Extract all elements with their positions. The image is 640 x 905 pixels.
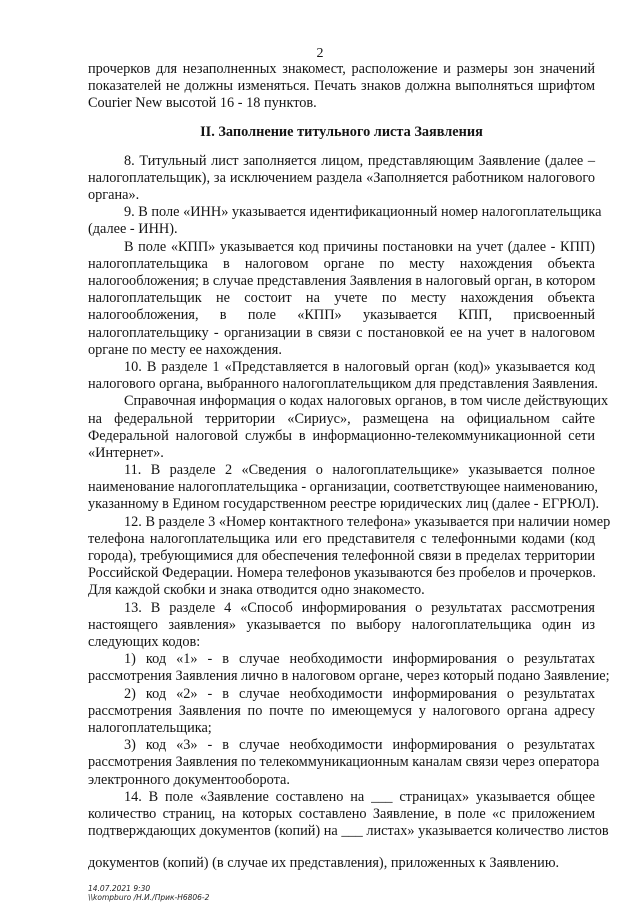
text-line: 10. В разделе 1 «Представляется в налоговый орган (код)» указывается код [124, 359, 595, 375]
text-line: 13. В разделе 4 «Способ информирования о результатах рассмотрения [124, 600, 595, 616]
text-line: налогоплательщик не состоит на учете по месту нахождения объекта [88, 290, 595, 306]
text-line: налогоплательщику - организации в связи с постановкой ее на учет в налоговом [88, 325, 595, 341]
text-line: Федеральной налоговой службы в информационно-телекоммуникационной сети [88, 428, 595, 444]
text-line: В поле «КПП» указывается код причины постановки на учет (далее - КПП) [124, 239, 595, 255]
text-line: органа». [88, 187, 140, 203]
footer-date: 14.07.2021 9:30 [88, 884, 151, 893]
text-line: налогообложения, в поле «КПП» указывается КПП, присвоенный [88, 307, 595, 323]
text-line: наименование налогоплательщика - организации, соответствующее наименованию, [88, 479, 598, 495]
text-line: налогового органа, выбранного налогоплательщиком для представления Заявления. [88, 376, 598, 392]
text-line: 8. Титульный лист заполняется лицом, представляющим Заявление (далее – [124, 153, 595, 169]
text-line: города), требующимися для обеспечения телефонной связи в пределах территории [88, 548, 595, 564]
text-line: Для каждой скобки и знака отводится одно знакоместо. [88, 582, 425, 598]
list-item-line: 3) код «3» - в случае необходимости информирования о результатах [124, 737, 595, 753]
text-line: подтверждающих документов (копий) на ___ листах» указывается количество листов [88, 823, 609, 839]
text-line: (далее - ИНН). [88, 221, 178, 237]
text-line: Российской Федерации. Номера телефонов указываются без пробелов и прочерков. [88, 565, 596, 581]
page-number: 2 [316, 46, 324, 61]
text-line: на федеральной территории «Сириус», размещена на официальном сайте [88, 411, 595, 427]
text-line: налогоплательщика в налоговом органе по месту нахождения объекта [88, 256, 595, 272]
text-line: органе по месту ее нахождения. [88, 342, 282, 358]
list-item-line: рассмотрения Заявления по почте по имеющемуся у налогового органа адресу [88, 703, 595, 719]
text-line: 12. В разделе 3 «Номер контактного телефона» указывается при наличии номер [124, 514, 611, 530]
text-line: телефона налогоплательщика или его представителя с телефонными кодами (код [88, 531, 595, 547]
text-line: прочерков для незаполненных знакомест, расположение и размеры зон значений [88, 61, 595, 77]
text-line: 9. В поле «ИНН» указывается идентификационный номер налогоплательщика [124, 204, 602, 220]
text-line: налогообложения; в случае представления Заявления в налоговый орган, в котором [88, 273, 596, 289]
text-line: налогоплательщик), за исключением раздела «Заполняется работником налогового [88, 170, 595, 186]
list-item-line: 2) код «2» - в случае необходимости информирования о результатах [124, 686, 595, 702]
text-line: следующих кодов: [88, 634, 201, 650]
text-line: «Интернет». [88, 445, 164, 461]
text-line: Courier New высотой 16 - 18 пунктов. [88, 95, 317, 111]
text-line: указанному в Едином государственном реестре юридических лиц (далее - ЕГРЮЛ). [88, 496, 600, 512]
list-item-line: рассмотрения Заявления лично в налоговом органе, через который подано Заявление; [88, 668, 610, 684]
text-line: показателей не должны изменяться. Печать знаков должна выполняться шрифтом [88, 78, 595, 94]
text-line: Справочная информация о кодах налоговых органов, в том числе действующих [124, 393, 609, 409]
text-line: 14. В поле «Заявление составлено на ___ страницах» указывается общее [124, 789, 595, 805]
text-line: количество страниц, на которых составлено Заявление, в поле «с приложением [88, 806, 595, 822]
list-item-line: электронного документооборота. [88, 772, 290, 788]
text-line: 11. В разделе 2 «Сведения о налогоплательщике» указывается полное [124, 462, 595, 478]
list-item-line: 1) код «1» - в случае необходимости информирования о результатах [124, 651, 595, 667]
section-heading: II. Заполнение титульного листа Заявления [200, 124, 483, 140]
text-line: настоящего заявления» указывается по выбору налогоплательщика один из [88, 617, 595, 633]
footer-path: \\kompburo /Н.И./Прик-Н6806-2 [88, 893, 210, 902]
list-item-line: налогоплательщика; [88, 720, 212, 736]
text-line: документов (копий) (в случае их представления), приложенных к Заявлению. [88, 855, 560, 871]
list-item-line: рассмотрения Заявления по телекоммуникационным каналам связи через оператора [88, 754, 600, 770]
